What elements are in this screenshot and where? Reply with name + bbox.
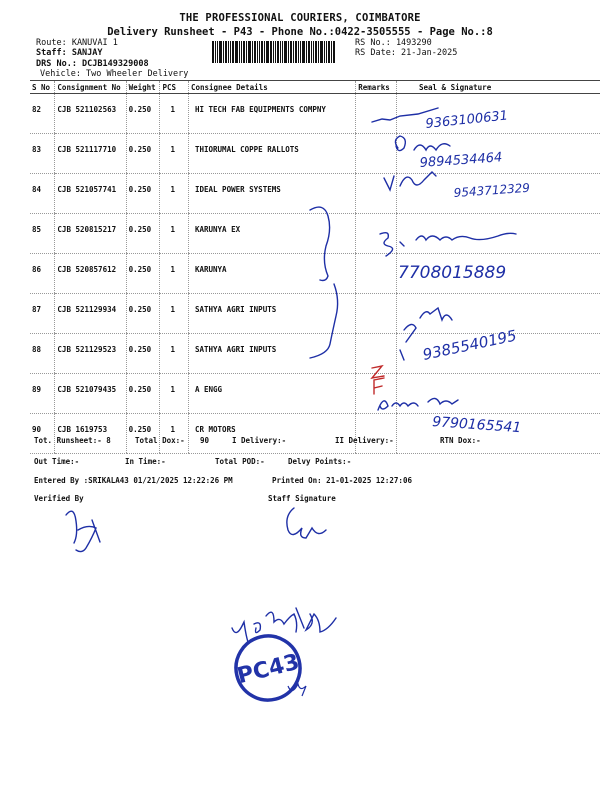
signature-83 bbox=[395, 136, 450, 151]
stamp-scribble bbox=[288, 684, 306, 696]
row-pcs: 1 bbox=[160, 294, 188, 334]
phone-85-86: 7708015889 bbox=[398, 263, 507, 283]
row-consignment: CJB 520857612 bbox=[55, 254, 126, 294]
row-weight: 0.250 bbox=[126, 414, 160, 454]
company-name: THE PROFESSIONAL COURIERS, COIMBATORE bbox=[179, 12, 421, 24]
signature-85 bbox=[380, 233, 516, 256]
phone-84: 9543712329 bbox=[453, 180, 531, 200]
row-pcs: 1 bbox=[160, 134, 188, 174]
row-pcs: 1 bbox=[160, 254, 188, 294]
row-pcs: 1 bbox=[160, 214, 188, 254]
in-time: In Time:- bbox=[125, 457, 166, 466]
row-consignee: KARUNYA EX bbox=[188, 214, 355, 254]
row-weight: 0.250 bbox=[126, 134, 160, 174]
row-sno: 90 bbox=[30, 414, 55, 454]
col-signature: Seal & Signature bbox=[396, 81, 600, 94]
row-weight: 0.250 bbox=[126, 94, 160, 134]
row-pcs: 1 bbox=[160, 174, 188, 214]
rs-number: RS No.: 1493290 bbox=[355, 38, 432, 48]
signature-84 bbox=[384, 172, 436, 190]
bracket-85-86 bbox=[310, 207, 330, 280]
row-consignment: CJB 521129934 bbox=[55, 294, 126, 334]
staff-sign bbox=[287, 508, 326, 538]
drs-number: DRS No.: DCJB149329008 bbox=[36, 59, 149, 69]
row-consignment: CJB 1619753 bbox=[55, 414, 126, 454]
route-label: Route: KANUVAI 1 bbox=[36, 38, 118, 48]
staff-label: Staff: SANJAY bbox=[36, 48, 103, 58]
row-pcs: 1 bbox=[160, 374, 188, 414]
row-consignee: KARUNYA bbox=[188, 254, 355, 294]
staff-signature-label: Staff Signature bbox=[268, 494, 336, 503]
total-runsheet: Tot. Runsheet:- 8 bbox=[34, 436, 111, 445]
row-sno: 85 bbox=[30, 214, 55, 254]
row-sno: 83 bbox=[30, 134, 55, 174]
col-sno: S No bbox=[30, 81, 55, 94]
row-consignee: IDEAL POWER SYSTEMS bbox=[188, 174, 355, 214]
entered-by: Entered By :SRIKALA43 01/21/2025 12:22:26 PM bbox=[34, 476, 233, 485]
row-consignment: CJB 521102563 bbox=[55, 94, 126, 134]
i-delivery: I Delivery:- bbox=[232, 436, 287, 445]
phone-82: 9363100631 bbox=[424, 108, 509, 132]
row-weight: 0.250 bbox=[126, 374, 160, 414]
verified-by-label: Verified By bbox=[34, 494, 84, 503]
row-sno: 87 bbox=[30, 294, 55, 334]
col-consignment: Consignment No bbox=[55, 81, 126, 94]
row-consignee: THIORUMAL COPPE RALLOTS bbox=[188, 134, 355, 174]
row-consignment: CJB 521057741 bbox=[55, 174, 126, 214]
total-dox-label: Total Dox:- bbox=[135, 436, 185, 445]
out-time: Out Time:- bbox=[34, 457, 80, 466]
row-weight: 0.250 bbox=[126, 294, 160, 334]
printed-on: Printed On: 21-01-2025 12:27:06 bbox=[272, 476, 412, 485]
svg-text:PC43: PC43 bbox=[234, 649, 302, 690]
total-pod: Total POD:- bbox=[215, 457, 265, 466]
row-consignment: CJB 521079435 bbox=[55, 374, 126, 414]
verified-signature bbox=[66, 511, 100, 551]
row-pcs: 1 bbox=[160, 94, 188, 134]
ii-delivery: II Delivery:- bbox=[335, 436, 394, 445]
row-consignee: HI TECH FAB EQUIPMENTS COMPNY bbox=[188, 94, 355, 134]
row-sno: 82 bbox=[30, 94, 55, 134]
row-sno: 86 bbox=[30, 254, 55, 294]
col-remarks: Remarks bbox=[356, 81, 397, 94]
row-pcs: 1 bbox=[160, 414, 188, 454]
col-consignee: Consignee Details bbox=[188, 81, 355, 94]
row-weight: 0.250 bbox=[126, 254, 160, 294]
col-weight: Weight bbox=[126, 81, 160, 94]
phone-90: 9790165541 bbox=[431, 414, 522, 437]
row-consignee: SATHYA AGRI INPUTS bbox=[188, 294, 355, 334]
row-consignee: SATHYA AGRI INPUTS bbox=[188, 334, 355, 374]
rs-date: RS Date: 21-Jan-2025 bbox=[355, 48, 458, 58]
row-consignment: CJB 520815217 bbox=[55, 214, 126, 254]
bracket-87-88 bbox=[310, 284, 338, 358]
row-sno: 84 bbox=[30, 174, 55, 214]
row-pcs: 1 bbox=[160, 334, 188, 374]
row-weight: 0.250 bbox=[126, 334, 160, 374]
row-weight: 0.250 bbox=[126, 174, 160, 214]
vehicle-label: Vehicle: Two Wheeler Delivery bbox=[40, 69, 189, 79]
signature-90 bbox=[378, 398, 458, 410]
runsheet-title: Delivery Runsheet - P43 - Phone No.:0422-3505555 - Page No.:8 bbox=[107, 26, 493, 38]
rtn-dox: RTN Dox:- bbox=[440, 436, 481, 445]
delvy-points: Delvy Points:- bbox=[288, 457, 352, 466]
phone-83: 9894534464 bbox=[419, 150, 503, 171]
row-consignment: CJB 521117710 bbox=[55, 134, 126, 174]
row-sno: 89 bbox=[30, 374, 55, 414]
mark-89 bbox=[372, 366, 384, 394]
phone-87-88: 9385540195 bbox=[421, 326, 519, 364]
row-consignment: CJB 521129523 bbox=[55, 334, 126, 374]
row-weight: 0.250 bbox=[126, 214, 160, 254]
row-consignee: A ENGG bbox=[188, 374, 355, 414]
col-pcs: PCS bbox=[160, 81, 188, 94]
total-dox-value: 90 bbox=[200, 436, 210, 445]
row-consignee: CR MOTORS bbox=[188, 414, 355, 454]
row-sno: 88 bbox=[30, 334, 55, 374]
